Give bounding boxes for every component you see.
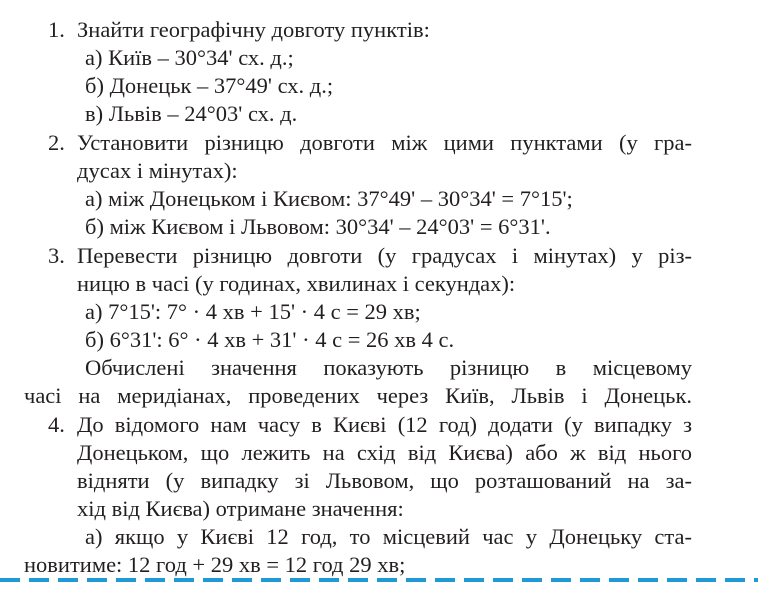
paragraph-line-2: часі на меридіанах, проведених через Київ, Львів і Донецьк.: [24, 383, 692, 408]
item-2-line-1: Установити різницю довготи між цими пунктами (у гра-: [77, 130, 692, 155]
item-1-sub-c: в) Львів – 24°03' сх. д.: [85, 101, 298, 126]
item-3-sub-a: а) 7°15': 7° · 4 хв + 15' · 4 с = 29 хв;: [85, 299, 421, 324]
item-1-number: 1.: [48, 17, 65, 42]
item-3-sub-b: б) 6°31': 6° · 4 хв + 31' · 4 с = 26 хв 4 с.: [85, 327, 455, 352]
item-4-sub-a: а) якщо у Києві 12 год, то місцевий час у Донецьку ста-: [85, 524, 692, 549]
item-4-continuation: новитиме: 12 год + 29 хв = 12 год 29 хв;: [24, 552, 406, 577]
item-4-line-1: До відомого нам часу в Києві (12 год) додати (у випадку з: [77, 412, 692, 437]
item-4-line-4: хід від Києва) отримане значення:: [77, 496, 404, 521]
item-1-text: Знайти географічну довготу пунктів:: [77, 17, 430, 42]
item-1-sub-b: б) Донецьк – 37°49' сх. д.;: [85, 73, 334, 98]
item-2-sub-a: а) між Донецьком і Києвом: 37°49' – 30°34' = 7°15';: [85, 186, 573, 211]
item-3-line-2: ницю в часі (у годинах, хвилинах і секундах):: [77, 271, 516, 296]
item-2-line-2: дусах і мінутах):: [77, 158, 238, 183]
item-4-line-2: Донецьком, що лежить на схід від Києва) або ж від нього: [77, 440, 692, 465]
item-2-sub-b: б) між Києвом і Львовом: 30°34' – 24°03' = 6°31'.: [85, 214, 551, 239]
paragraph-line-1: Обчислені значення показують різницю в місцевому: [85, 355, 692, 380]
dashed-divider: [0, 578, 758, 582]
item-3-line-1: Перевести різницю довготи (у градусах і мінутах) у різ-: [77, 243, 692, 268]
item-2-number: 2.: [48, 130, 65, 155]
item-1-sub-a: а) Київ – 30°34' сх. д.;: [85, 45, 294, 70]
item-4-line-3: відняти (у випадку зі Львовом, що розташований на за-: [77, 468, 692, 493]
item-3-number: 3.: [48, 243, 65, 268]
item-4-number: 4.: [48, 412, 65, 437]
